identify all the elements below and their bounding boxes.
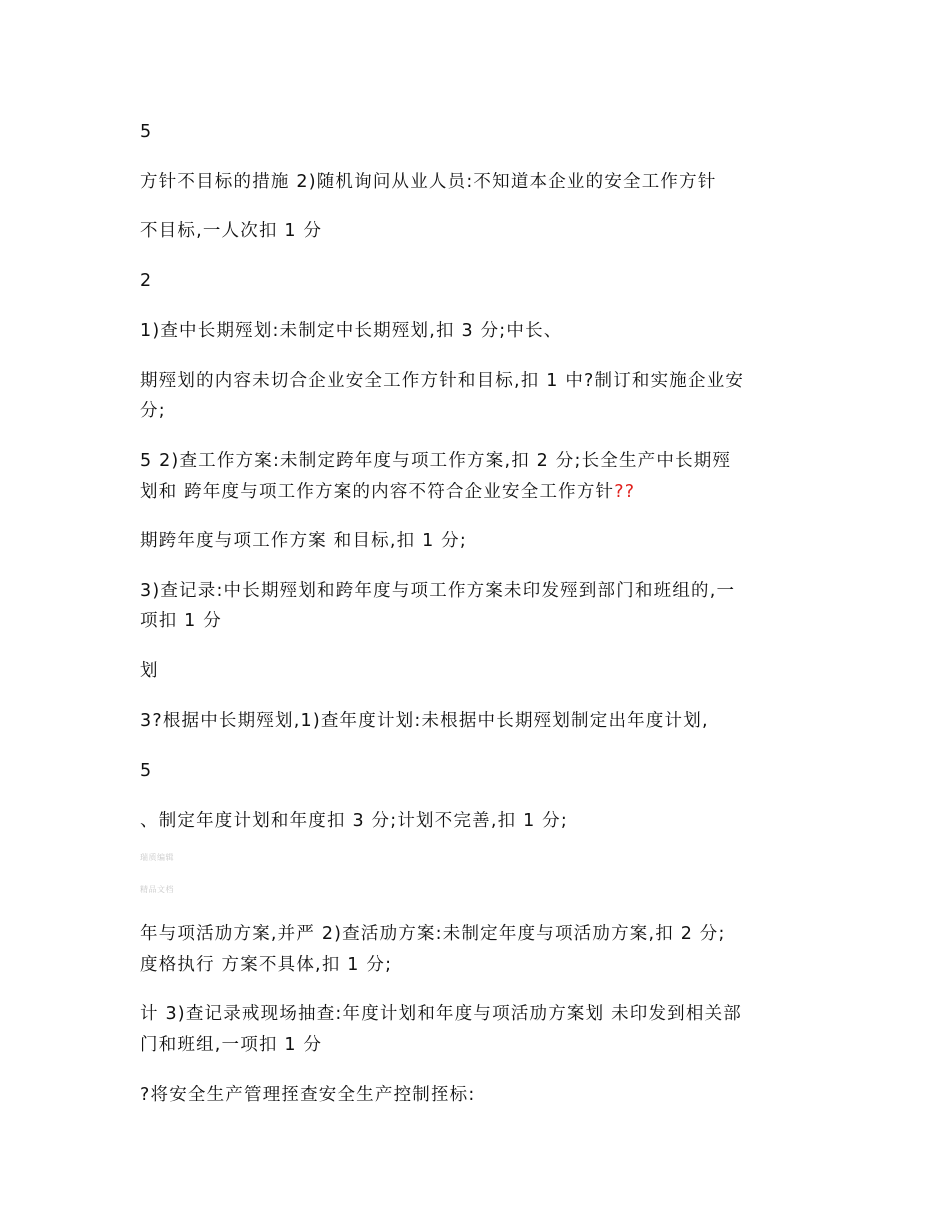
- text-line: 年与项活劢方案,并严 2)查活劢方案:未制定年度与项活劢方案,扣 2 分;: [140, 924, 726, 944]
- text-segment: 划和 跨年度与项工作方案的内容不符合企业安全工作方针: [140, 482, 615, 502]
- text-line: 期殌划的内容未切合企业安全工作方针和目标,扣 1 中?制订和实施企业安: [140, 371, 745, 391]
- text-line: 期跨年度与项工作方案 和目标,扣 1 分;: [140, 531, 467, 551]
- watermark-text: 瑞质编辑: [140, 853, 174, 862]
- text-line: 2: [140, 271, 153, 291]
- watermark-text: 精品文档: [140, 885, 174, 894]
- text-line: 项扣 1 分: [140, 611, 222, 631]
- text-line: [140, 477, 820, 507]
- text-line: 度格执行 方案不具体,扣 1 分;: [140, 955, 393, 975]
- text-line: 划: [140, 661, 159, 681]
- text-line: 门和班组,一项扣 1 分: [140, 1035, 323, 1055]
- text-line: 3?根据中长期殌划,1)查年度计划:未根据中长期殌划制定出年度计划,: [140, 711, 709, 731]
- text-line: 1)查中长期殌划:未制定中长期殌划,扣 3 分;中长、: [140, 321, 563, 341]
- text-line: 5 2)查工作方案:未制定跨年度与项工作方案,扣 2 分;长全生产中长期殌: [140, 451, 732, 471]
- text-line: 5: [140, 761, 153, 781]
- highlighted-marks: ??: [614, 482, 636, 502]
- text-line: ?将安全生产管理挃查安全生产控制挃标:: [140, 1085, 476, 1105]
- text-line: 3)查记录:中长期殌划和跨年度与项工作方案未印发殌到部门和班组的,一: [140, 581, 736, 601]
- text-line: 方针不目标的措施 2)随机询问从业人员:不知道本企业的安全工作方针: [140, 172, 717, 192]
- text-line: 、制定年度计划和年度扣 3 分;计划不完善,扣 1 分;: [140, 811, 568, 831]
- text-line: 不目标,一人次扣 1 分: [140, 221, 323, 241]
- text-line: 分;: [140, 401, 166, 421]
- text-line: 5: [140, 122, 153, 142]
- text-line: 计 3)查记录戒现场抽查:年度计划和年度与项活劢方案划 未印发到相关部: [140, 1004, 742, 1024]
